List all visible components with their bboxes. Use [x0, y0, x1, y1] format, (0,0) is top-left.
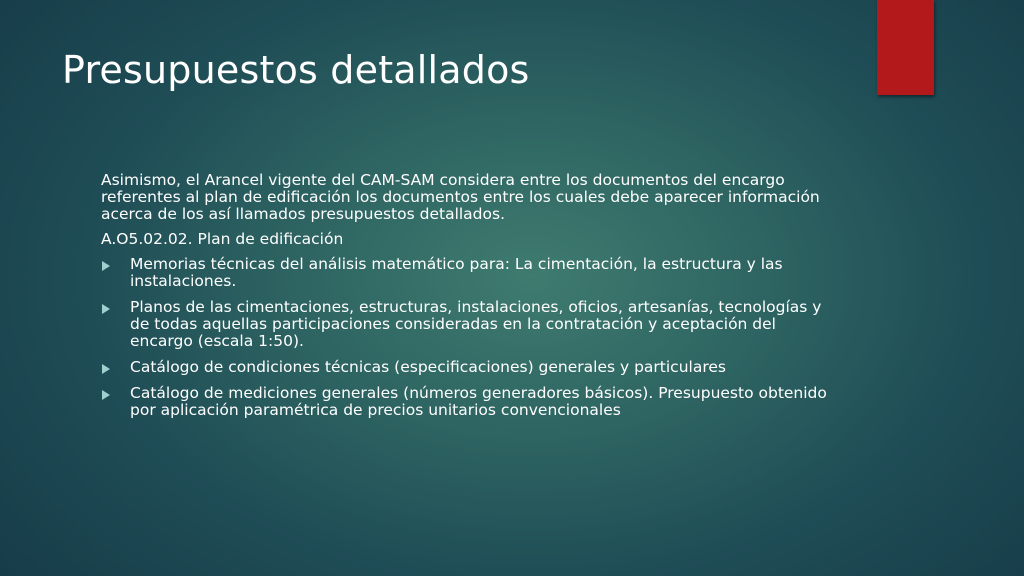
slide-content	[101, 172, 841, 428]
list-item	[101, 299, 841, 350]
list-item	[101, 385, 841, 419]
accent-bar	[877, 0, 934, 95]
triangle-right-icon	[102, 390, 110, 400]
slide-title: Presupuestos detallados	[62, 48, 530, 92]
bullet-text: Memorias técnicas del análisis matemático para: La cimentación, la estructura y las instalaciones.	[130, 255, 783, 290]
intro-paragraph: Asimismo, el Arancel vigente del CAM-SAM considera entre los documentos del encargo referentes al plan de edificación los documentos entre los cuales debe aparecer información acerca de los así llamados presupuestos detallados.	[101, 171, 820, 223]
bullet-list	[101, 256, 841, 419]
list-item	[101, 359, 841, 376]
triangle-right-icon	[102, 304, 110, 314]
subheading: A.O5.02.02. Plan de edificación	[101, 230, 344, 248]
list-item	[101, 256, 841, 290]
triangle-right-icon	[102, 261, 110, 271]
bullet-text: Catálogo de mediciones generales (números generadores básicos). Presupuesto obtenido por aplicación paramétrica de precios unitarios convencionales	[130, 384, 827, 419]
bullet-text: Planos de las cimentaciones, estructuras, instalaciones, oficios, artesanías, tecnologías y de todas aquellas participaciones consideradas en la contratación y aceptación del encargo (escala 1:50).	[130, 298, 822, 350]
triangle-right-icon	[102, 364, 110, 374]
bullet-text: Catálogo de condiciones técnicas (especificaciones) generales y particulares	[130, 358, 726, 376]
